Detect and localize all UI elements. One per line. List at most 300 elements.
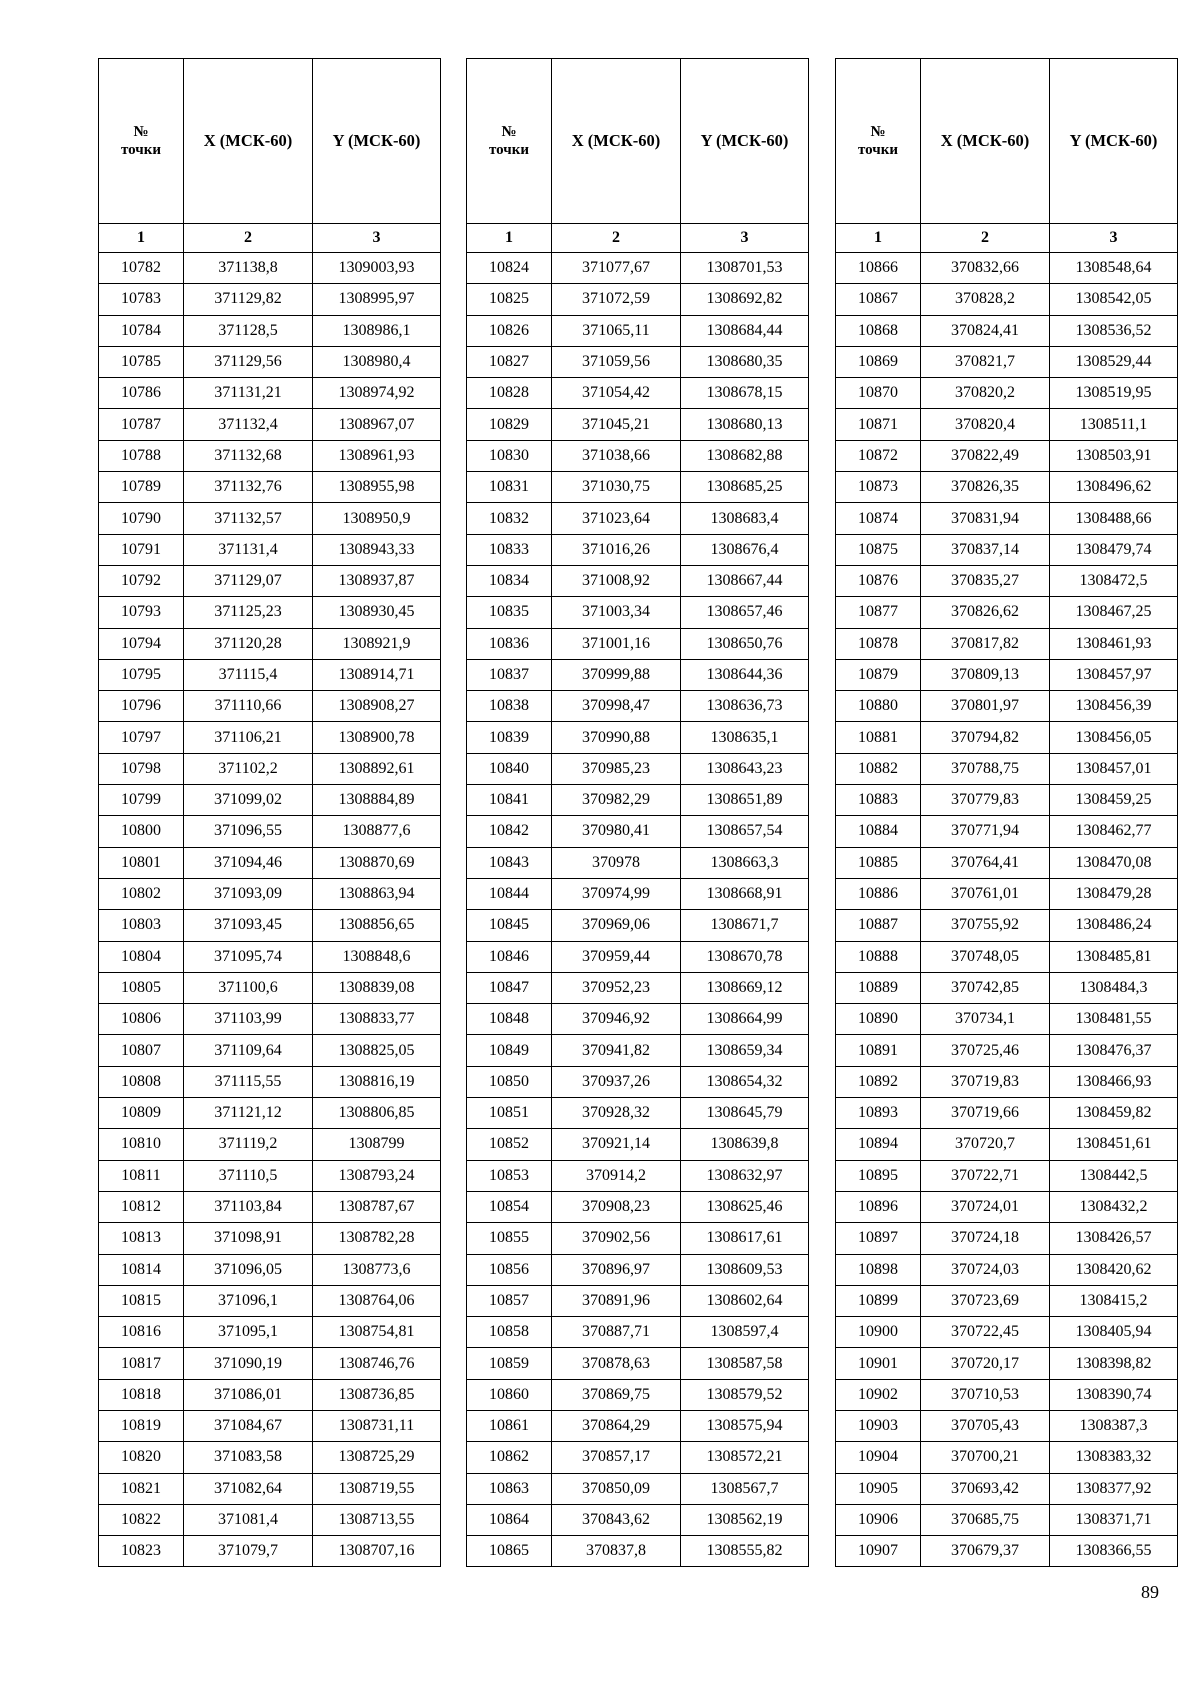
x-coordinate-cell: 371016,26	[552, 534, 681, 565]
table-row	[99, 722, 441, 753]
point-number-cell: 10813	[99, 1223, 184, 1254]
x-coordinate-cell: 371023,64	[552, 503, 681, 534]
y-coordinate-header: Y (МСК-60)	[313, 59, 441, 224]
table-row	[467, 1254, 809, 1285]
table-row	[467, 253, 809, 284]
table-row	[836, 816, 1178, 847]
point-number-cell: 10822	[99, 1504, 184, 1535]
y-coordinate-cell: 1308467,25	[1050, 597, 1178, 628]
table-row	[99, 1285, 441, 1316]
y-coordinate-cell: 1308980,4	[313, 346, 441, 377]
y-coordinate-cell: 1308725,29	[313, 1442, 441, 1473]
x-coordinate-cell: 370837,8	[552, 1536, 681, 1567]
point-number-cell: 10874	[836, 503, 921, 534]
number-sign: №	[501, 124, 517, 140]
point-number-cell: 10827	[467, 346, 552, 377]
x-coordinate-cell: 370779,83	[921, 785, 1050, 816]
table-row	[467, 503, 809, 534]
point-number-cell: 10882	[836, 753, 921, 784]
y-coordinate-cell: 1308617,61	[681, 1223, 809, 1254]
x-coordinate-cell: 370864,29	[552, 1410, 681, 1441]
table-row	[836, 440, 1178, 471]
y-coordinate-cell: 1308799	[313, 1129, 441, 1160]
x-coordinate-cell: 370734,1	[921, 1004, 1050, 1035]
point-number-header	[467, 59, 552, 224]
table-row	[467, 346, 809, 377]
y-coordinate-cell: 1308366,55	[1050, 1536, 1178, 1567]
x-coordinate-cell: 370700,21	[921, 1442, 1050, 1473]
y-coordinate-cell: 1308754,81	[313, 1317, 441, 1348]
table-row	[836, 565, 1178, 596]
x-coordinate-cell: 370896,97	[552, 1254, 681, 1285]
y-coordinate-cell: 1308746,76	[313, 1348, 441, 1379]
y-coordinate-cell: 1308680,35	[681, 346, 809, 377]
x-coordinate-cell: 370742,85	[921, 972, 1050, 1003]
table-row	[99, 972, 441, 1003]
y-coordinate-cell: 1308986,1	[313, 315, 441, 346]
x-coordinate-cell: 371132,68	[184, 440, 313, 471]
y-coordinate-cell: 1308529,44	[1050, 346, 1178, 377]
table-row	[99, 1379, 441, 1410]
table-row	[99, 1004, 441, 1035]
x-coordinate-cell: 370821,7	[921, 346, 1050, 377]
table-row	[99, 565, 441, 596]
point-number-cell: 10808	[99, 1066, 184, 1097]
table-row	[836, 1191, 1178, 1222]
point-number-cell: 10843	[467, 847, 552, 878]
point-number-cell: 10895	[836, 1160, 921, 1191]
x-coordinate-cell: 370724,01	[921, 1191, 1050, 1222]
column-number: 2	[552, 224, 681, 253]
point-number-cell: 10787	[99, 409, 184, 440]
point-label: точки	[120, 142, 162, 158]
table-row	[836, 1223, 1178, 1254]
table-row	[99, 253, 441, 284]
point-number-cell: 10867	[836, 284, 921, 315]
y-coordinate-cell: 1308426,57	[1050, 1223, 1178, 1254]
y-coordinate-cell: 1308587,58	[681, 1348, 809, 1379]
point-number-cell: 10793	[99, 597, 184, 628]
point-number-cell: 10826	[467, 315, 552, 346]
table-row	[99, 1129, 441, 1160]
point-number-cell: 10824	[467, 253, 552, 284]
x-coordinate-cell: 370978	[552, 847, 681, 878]
y-coordinate-cell: 1308731,11	[313, 1410, 441, 1441]
coordinates-table-1	[98, 58, 441, 1567]
y-coordinate-header: Y (МСК-60)	[681, 59, 809, 224]
y-coordinate-cell: 1308719,55	[313, 1473, 441, 1504]
point-number-cell: 10875	[836, 534, 921, 565]
table-row	[99, 346, 441, 377]
table-row	[836, 1254, 1178, 1285]
table-row	[99, 1066, 441, 1097]
x-coordinate-cell: 370980,41	[552, 816, 681, 847]
x-coordinate-cell: 371038,66	[552, 440, 681, 471]
y-coordinate-cell: 1308943,33	[313, 534, 441, 565]
y-coordinate-cell: 1308713,55	[313, 1504, 441, 1535]
point-number-cell: 10833	[467, 534, 552, 565]
y-coordinate-cell: 1308670,78	[681, 941, 809, 972]
x-coordinate-cell: 371106,21	[184, 722, 313, 753]
point-number-cell: 10884	[836, 816, 921, 847]
table-row	[836, 472, 1178, 503]
x-coordinate-cell: 370705,43	[921, 1410, 1050, 1441]
y-coordinate-cell: 1308682,88	[681, 440, 809, 471]
point-number-cell: 10880	[836, 691, 921, 722]
table-row	[467, 1442, 809, 1473]
y-coordinate-cell: 1308659,34	[681, 1035, 809, 1066]
point-number-cell: 10842	[467, 816, 552, 847]
y-coordinate-cell: 1308914,71	[313, 659, 441, 690]
table-row	[467, 785, 809, 816]
x-coordinate-cell: 370820,4	[921, 409, 1050, 440]
page-number: 89	[1141, 1582, 1159, 1602]
point-number-cell: 10810	[99, 1129, 184, 1160]
y-coordinate-cell: 1308908,27	[313, 691, 441, 722]
table-row	[467, 315, 809, 346]
x-coordinate-cell: 370946,92	[552, 1004, 681, 1035]
table-row	[467, 1473, 809, 1504]
table-row	[467, 1317, 809, 1348]
point-label: точки	[857, 142, 899, 158]
x-coordinate-cell: 370891,96	[552, 1285, 681, 1316]
x-coordinate-cell: 371132,4	[184, 409, 313, 440]
y-coordinate-cell: 1308519,95	[1050, 378, 1178, 409]
table-row	[836, 1129, 1178, 1160]
table-row	[99, 910, 441, 941]
y-coordinate-cell: 1308405,94	[1050, 1317, 1178, 1348]
table-row	[467, 1504, 809, 1535]
table-row	[836, 378, 1178, 409]
x-coordinate-cell: 371094,46	[184, 847, 313, 878]
point-number-cell: 10799	[99, 785, 184, 816]
x-coordinate-cell: 370837,14	[921, 534, 1050, 565]
point-number-cell: 10905	[836, 1473, 921, 1504]
x-coordinate-cell: 370724,18	[921, 1223, 1050, 1254]
point-number-cell: 10784	[99, 315, 184, 346]
table-row	[99, 941, 441, 972]
x-coordinate-cell: 370809,13	[921, 659, 1050, 690]
table-row	[99, 1223, 441, 1254]
y-coordinate-cell: 1308481,55	[1050, 1004, 1178, 1035]
y-coordinate-cell: 1308663,3	[681, 847, 809, 878]
point-number-cell: 10832	[467, 503, 552, 534]
table-row	[99, 785, 441, 816]
table-row	[467, 1348, 809, 1379]
x-coordinate-cell: 371129,07	[184, 565, 313, 596]
x-coordinate-cell: 371132,57	[184, 503, 313, 534]
table-row	[99, 534, 441, 565]
x-coordinate-cell: 370857,17	[552, 1442, 681, 1473]
table-row	[467, 878, 809, 909]
y-coordinate-cell: 1308459,82	[1050, 1098, 1178, 1129]
x-coordinate-cell: 371081,4	[184, 1504, 313, 1535]
table-row	[836, 972, 1178, 1003]
y-coordinate-cell: 1308472,5	[1050, 565, 1178, 596]
y-coordinate-cell: 1308671,7	[681, 910, 809, 941]
x-coordinate-cell: 370720,17	[921, 1348, 1050, 1379]
y-coordinate-cell: 1308664,99	[681, 1004, 809, 1035]
y-coordinate-cell: 1308645,79	[681, 1098, 809, 1129]
x-coordinate-cell: 370719,66	[921, 1098, 1050, 1129]
table-row	[99, 1410, 441, 1441]
y-coordinate-cell: 1308503,91	[1050, 440, 1178, 471]
point-number-cell: 10831	[467, 472, 552, 503]
point-number-cell: 10899	[836, 1285, 921, 1316]
y-coordinate-cell: 1308848,6	[313, 941, 441, 972]
y-coordinate-cell: 1308456,39	[1050, 691, 1178, 722]
table-row	[467, 972, 809, 1003]
point-number-cell: 10816	[99, 1317, 184, 1348]
point-number-cell: 10836	[467, 628, 552, 659]
table-row	[99, 1442, 441, 1473]
x-coordinate-cell: 371001,16	[552, 628, 681, 659]
x-coordinate-cell: 370761,01	[921, 878, 1050, 909]
y-coordinate-cell: 1308479,74	[1050, 534, 1178, 565]
y-coordinate-cell: 1308415,2	[1050, 1285, 1178, 1316]
column-number: 2	[184, 224, 313, 253]
point-number-cell: 10869	[836, 346, 921, 377]
y-coordinate-cell: 1308833,77	[313, 1004, 441, 1035]
point-number-cell: 10872	[836, 440, 921, 471]
table-row	[836, 346, 1178, 377]
column-number-row	[467, 224, 809, 253]
x-coordinate-cell: 371103,84	[184, 1191, 313, 1222]
x-coordinate-cell: 371077,67	[552, 253, 681, 284]
point-number-cell: 10903	[836, 1410, 921, 1441]
point-number-header	[836, 59, 921, 224]
point-number-cell: 10825	[467, 284, 552, 315]
table-row	[836, 1536, 1178, 1567]
point-number-cell: 10856	[467, 1254, 552, 1285]
x-coordinate-cell: 371125,23	[184, 597, 313, 628]
point-number-cell: 10876	[836, 565, 921, 596]
y-coordinate-cell: 1308955,98	[313, 472, 441, 503]
point-number-cell: 10866	[836, 253, 921, 284]
y-coordinate-cell: 1308701,53	[681, 253, 809, 284]
y-coordinate-cell: 1308484,3	[1050, 972, 1178, 1003]
point-number-cell: 10893	[836, 1098, 921, 1129]
x-coordinate-cell: 371098,91	[184, 1223, 313, 1254]
x-coordinate-cell: 370822,49	[921, 440, 1050, 471]
table-row	[836, 753, 1178, 784]
y-coordinate-cell: 1308567,7	[681, 1473, 809, 1504]
x-coordinate-cell: 370941,82	[552, 1035, 681, 1066]
x-coordinate-cell: 370693,42	[921, 1473, 1050, 1504]
y-coordinate-cell: 1308420,62	[1050, 1254, 1178, 1285]
x-coordinate-cell: 370725,46	[921, 1035, 1050, 1066]
x-coordinate-cell: 371120,28	[184, 628, 313, 659]
y-coordinate-cell: 1308476,37	[1050, 1035, 1178, 1066]
table-row	[467, 1035, 809, 1066]
point-number-cell: 10881	[836, 722, 921, 753]
point-number-cell: 10898	[836, 1254, 921, 1285]
x-coordinate-cell: 371131,4	[184, 534, 313, 565]
table-row	[836, 1473, 1178, 1504]
y-coordinate-cell: 1308486,24	[1050, 910, 1178, 941]
table-row	[836, 1035, 1178, 1066]
y-coordinate-cell: 1308839,08	[313, 972, 441, 1003]
point-number-cell: 10797	[99, 722, 184, 753]
column-number: 3	[1050, 224, 1178, 253]
y-coordinate-cell: 1308377,92	[1050, 1473, 1178, 1504]
table-row	[99, 1348, 441, 1379]
point-number-cell: 10852	[467, 1129, 552, 1160]
table-row	[836, 785, 1178, 816]
y-coordinate-cell: 1308863,94	[313, 878, 441, 909]
table-row	[99, 1504, 441, 1535]
y-coordinate-cell: 1308900,78	[313, 722, 441, 753]
y-coordinate-cell: 1308457,97	[1050, 659, 1178, 690]
table-row	[836, 534, 1178, 565]
y-coordinate-cell: 1308457,01	[1050, 753, 1178, 784]
table-row	[99, 1098, 441, 1129]
point-number-cell: 10818	[99, 1379, 184, 1410]
table-row	[99, 1317, 441, 1348]
table-row	[99, 409, 441, 440]
y-coordinate-cell: 1308856,65	[313, 910, 441, 941]
table-row	[467, 753, 809, 784]
x-coordinate-cell: 370959,44	[552, 941, 681, 972]
point-number-cell: 10835	[467, 597, 552, 628]
point-number-cell: 10839	[467, 722, 552, 753]
y-coordinate-cell: 1308930,45	[313, 597, 441, 628]
x-coordinate-cell: 371100,6	[184, 972, 313, 1003]
column-number-row	[836, 224, 1178, 253]
y-coordinate-cell: 1308736,85	[313, 1379, 441, 1410]
x-coordinate-cell: 370969,06	[552, 910, 681, 941]
y-coordinate-cell: 1308609,53	[681, 1254, 809, 1285]
y-coordinate-cell: 1308398,82	[1050, 1348, 1178, 1379]
y-coordinate-cell: 1308683,4	[681, 503, 809, 534]
y-coordinate-cell: 1308773,6	[313, 1254, 441, 1285]
x-coordinate-cell: 370801,97	[921, 691, 1050, 722]
y-coordinate-cell: 1308432,2	[1050, 1191, 1178, 1222]
y-coordinate-cell: 1308479,28	[1050, 878, 1178, 909]
point-number-cell: 10782	[99, 253, 184, 284]
point-number-cell: 10788	[99, 440, 184, 471]
table-row	[836, 315, 1178, 346]
x-coordinate-cell: 370719,83	[921, 1066, 1050, 1097]
point-number-cell: 10817	[99, 1348, 184, 1379]
point-number-cell: 10897	[836, 1223, 921, 1254]
y-coordinate-cell: 1308654,32	[681, 1066, 809, 1097]
point-number-cell: 10801	[99, 847, 184, 878]
point-number-cell: 10812	[99, 1191, 184, 1222]
point-number-cell: 10904	[836, 1442, 921, 1473]
point-number-cell: 10901	[836, 1348, 921, 1379]
x-coordinate-cell: 371090,19	[184, 1348, 313, 1379]
point-number-cell: 10870	[836, 378, 921, 409]
point-number-cell: 10837	[467, 659, 552, 690]
y-coordinate-cell: 1308995,97	[313, 284, 441, 315]
point-number-cell: 10819	[99, 1410, 184, 1441]
y-coordinate-cell: 1308950,9	[313, 503, 441, 534]
x-coordinate-cell: 370928,32	[552, 1098, 681, 1129]
y-coordinate-cell: 1308974,92	[313, 378, 441, 409]
y-coordinate-cell: 1308639,8	[681, 1129, 809, 1160]
point-number-cell: 10845	[467, 910, 552, 941]
x-coordinate-cell: 371129,56	[184, 346, 313, 377]
table-row	[99, 816, 441, 847]
table-row	[467, 1160, 809, 1191]
table-row	[99, 628, 441, 659]
y-coordinate-cell: 1308870,69	[313, 847, 441, 878]
x-coordinate-cell: 370748,05	[921, 941, 1050, 972]
point-number-cell: 10789	[99, 472, 184, 503]
point-number-cell: 10814	[99, 1254, 184, 1285]
x-coordinate-cell: 371093,09	[184, 878, 313, 909]
x-coordinate-cell: 370832,66	[921, 253, 1050, 284]
point-number-cell: 10886	[836, 878, 921, 909]
y-coordinate-cell: 1308451,61	[1050, 1129, 1178, 1160]
point-number-cell: 10785	[99, 346, 184, 377]
table-row	[836, 1348, 1178, 1379]
y-coordinate-cell: 1308967,07	[313, 409, 441, 440]
y-coordinate-cell: 1308371,71	[1050, 1504, 1178, 1535]
table-row	[836, 1504, 1178, 1535]
point-number-cell: 10850	[467, 1066, 552, 1097]
x-coordinate-cell: 370685,75	[921, 1504, 1050, 1535]
point-number-cell: 10811	[99, 1160, 184, 1191]
x-coordinate-cell: 371110,66	[184, 691, 313, 722]
x-coordinate-cell: 371099,02	[184, 785, 313, 816]
x-coordinate-cell: 371065,11	[552, 315, 681, 346]
y-coordinate-cell: 1308579,52	[681, 1379, 809, 1410]
y-coordinate-cell: 1308442,5	[1050, 1160, 1178, 1191]
column-number: 3	[313, 224, 441, 253]
table-row	[99, 659, 441, 690]
column-number-row	[99, 224, 441, 253]
x-coordinate-cell: 370724,03	[921, 1254, 1050, 1285]
point-number-cell: 10792	[99, 565, 184, 596]
x-coordinate-cell: 371102,2	[184, 753, 313, 784]
y-coordinate-cell: 1308657,54	[681, 816, 809, 847]
x-coordinate-cell: 371003,34	[552, 597, 681, 628]
x-coordinate-cell: 370887,71	[552, 1317, 681, 1348]
y-coordinate-cell: 1308657,46	[681, 597, 809, 628]
x-coordinate-cell: 371095,1	[184, 1317, 313, 1348]
x-coordinate-cell: 370755,92	[921, 910, 1050, 941]
column-number: 1	[467, 224, 552, 253]
table-row	[836, 1285, 1178, 1316]
point-number-cell: 10855	[467, 1223, 552, 1254]
x-coordinate-cell: 371059,56	[552, 346, 681, 377]
table-row	[99, 315, 441, 346]
x-coordinate-cell: 370878,63	[552, 1348, 681, 1379]
point-number-cell: 10821	[99, 1473, 184, 1504]
point-number-header	[99, 59, 184, 224]
point-number-cell: 10863	[467, 1473, 552, 1504]
x-coordinate-cell: 370850,09	[552, 1473, 681, 1504]
point-number-cell: 10877	[836, 597, 921, 628]
point-number-cell: 10807	[99, 1035, 184, 1066]
x-coordinate-cell: 370788,75	[921, 753, 1050, 784]
table-row	[467, 534, 809, 565]
y-coordinate-cell: 1308461,93	[1050, 628, 1178, 659]
point-number-cell: 10829	[467, 409, 552, 440]
point-number-cell: 10798	[99, 753, 184, 784]
x-coordinate-cell: 370824,41	[921, 315, 1050, 346]
y-coordinate-cell: 1308884,89	[313, 785, 441, 816]
point-number-cell: 10892	[836, 1066, 921, 1097]
column-number: 1	[99, 224, 184, 253]
x-coordinate-cell: 370998,47	[552, 691, 681, 722]
y-coordinate-cell: 1308462,77	[1050, 816, 1178, 847]
y-coordinate-cell: 1308651,89	[681, 785, 809, 816]
table-row	[836, 878, 1178, 909]
table-row	[836, 1066, 1178, 1097]
